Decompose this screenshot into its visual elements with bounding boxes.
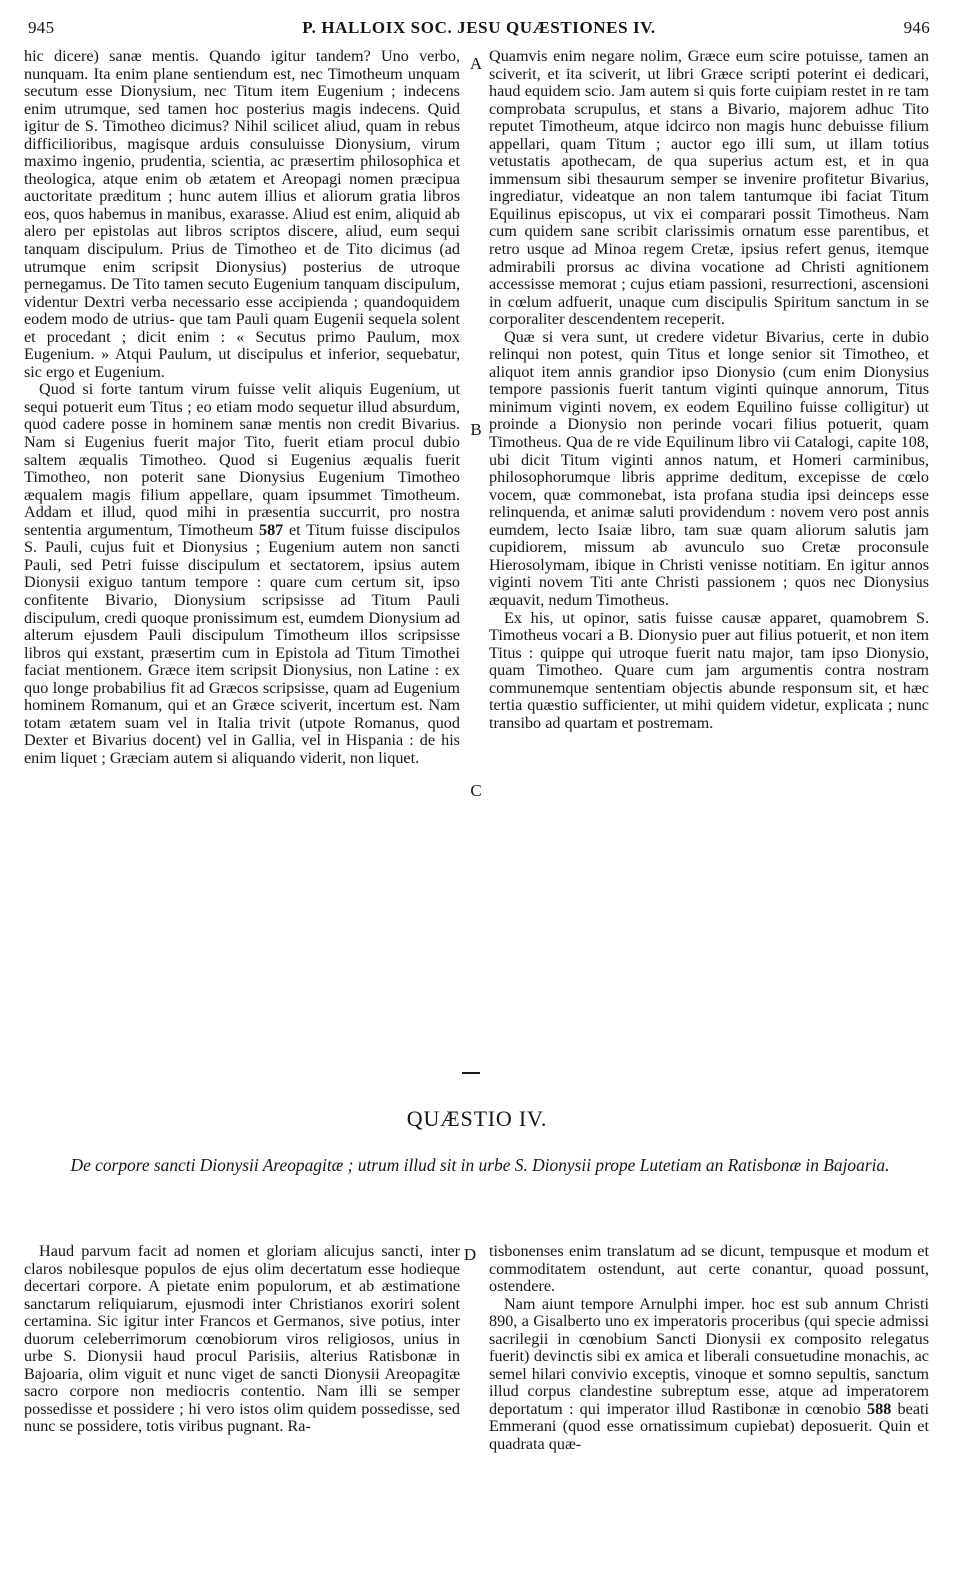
paragraph: Quæ si vera sunt, ut credere videtur Bivarius, certe in dubio relinqui non potest, quin Titus et longe senior sit Timotheo, et aliquot item annis grandior ipso Dionysio (cum enim Dionysius tempore passionis fuerit tantum viginti quinque annorum, Titus minimum viginti novem, ex eodem Equilino fuisse colligitur) ut proinde a Dionysio non perinde vocari filius potuerit, quam Timotheus. Qua de re vide Equilinum libro vii Catalogi, capite 108, ubi dicit Titum viginti annos natum, et Homeri carminibus, philosophorumque libris apprime deditum, excepisse de cœlo vocem, quæ commonebat, ista profana studia ipsi deinceps esse relinquenda, et animæ saluti providendum : novem vero post annis eumdem, lecto Isaiæ libro, tam suæ quam aliorum salutis jam cupidiorem, missum ab avunculo suo Cretæ proconsule Hierosolymam, ibique in Christi venisse notitiam. En igitur annos viginti novem Titi ante Christi passionem ; quos nec Dionysius æquavit, nedum Timotheus. — [489, 327, 929, 609]
margin-marker-b: B — [470, 420, 482, 439]
paragraph — [489, 1296, 929, 1454]
column-top-right — [489, 48, 929, 732]
paragraph-text: Nam aiunt tempore Arnulphi imper. hoc est sub annum Christi 890, a Gisalberto uno ex imperatoris proceribus (qui specie admissi sacrilegii in cœnobium Sancti Dionysii ex composito relegatus fuerit) devinctis sibi ex amica et liberali consuetudine monachis, ac semel hilari convivio exceptis, vinoque et somno sepultis, sanctum illud corpus clandestine subreptum esse, atque ad imperatorem deportatum : qui imperator illud Rastibonæ in cœnobio — [489, 1294, 929, 1418]
margin-marker-a: A — [469, 54, 483, 73]
column-top-left — [24, 48, 460, 767]
section-subtitle: De corpore sancti Dionysii Areopagitæ ; utrum illud sit in urbe S. Dionysii prope Lutetiam an Ratisbonæ in Bajoaria. — [70, 1155, 890, 1175]
running-title: P. HALLOIX SOC. JESU QUÆSTIONES IV. — [302, 18, 656, 37]
paragraph-text: beati Emmerani (quod esse ornatissimum cupiebat) deposuerit. Quin et quadrata quæ- — [489, 1399, 930, 1454]
paragraph — [24, 381, 460, 767]
margin-marker-c: C — [470, 781, 482, 800]
page-header — [28, 18, 930, 44]
section-title: QUÆSTIO IV. — [406, 1106, 548, 1131]
paragraph: tisbonenses enim translatum ad se dicunt, tempusque et modum et commoditatem ostendunt, aut certe conantur, quoad possunt, ostendere. — [489, 1242, 929, 1296]
paragraph: Haud parvum facit ad nomen et gloriam alicujus sancti, inter claros nobilesque populos de ejus olim decertatum esse hodieque decertari corpore. A pietate enim populorum, et ab æstimatione sanctarum reliquiarum, ejusmodi inter Christianos exoriri solent certamina. Sic igitur inter Francos et Germanos, sive potius, inter duorum celeberrimorum cœnobiorum viros religiosos, unius in urbe S. Dionysii haud procul Parisiis, alterius Ratisbonæ in Bajoaria, olim viguit et nunc viget de sancti Dionysii Areopagitæ sacro corpore non mediocris contentio. Nam illi se semper possedisse et possidere ; hi vero istos olim quidem possedisse, sed nunc se possidere, totis viribus pugnant. Ra- — [24, 1242, 460, 1436]
column-bottom-left — [24, 1243, 460, 1436]
paragraph: hic dicere) sanæ mentis. Quando igitur tandem? Uno verbo, nunquam. Ita enim plane sentiendum est, nec Timotheum unquam secutum esse Dionysium, nec Titum item Eugenium ; indecens enim utrumque, sed tamen hoc posterius magis indecens. Quid igitur de S. Timotheo dicimus? Nihil scilicet aliud, quam in rebus difficilioribus, magisque arduis consuluisse Dionysium, virum maximo ingenio, prudentia, scientia, ac præsertim philosophica et theologica, atque enim ob ætatem et Areopagi nomen præcipua auctoritate præditum ; hunc autem illius et aliorum gratia libros eos, quos habemus in manibus, exarasse. Aliud est enim, aliquid ab alero per epistolas aut libros scriptos discere, aliud, eum sequi tanquam discipulum. Prius de Timotheo et de Tito dicimus (ad utrumque enim scripsit Dionysius) posterius de utroque pernegamus. De Tito tamen secuto Eugenium tanquam discipulum, videntur Dextri verba necessario esse accipienda ; quandoquidem eodem modo de utrius- que tam Pauli quam Eugenii sequela solent et procedant ; dicit enim : « Secutus primo Paulum, mox Eugenium. » Atqui Paulum, ut discipulus et inferior, sequebatur, sic ergo et Eugenium. — [24, 47, 460, 381]
paragraph: Ex his, ut opinor, satis fuisse causæ apparet, quamobrem S. Timotheus vocari a B. Dionysio puer aut filius potuerit, et non item Titus : quippe qui utroque fuerit natu major, tam ipso Dionysio, quam Timotheo. Quare cum jam argumentis contra nostram communemque sententiam objectis abunde responsum sit, et hæc tertia quæstio sufficienter, ut mihi quidem videtur, explicata ; nunc transibo ad quartam et postremam. — [489, 608, 929, 732]
page-number-left: 945 — [28, 18, 55, 37]
paragraph-text: Quod si forte tantum virum fuisse velit aliquis Eugenium, ut sequi potuerit eum Titus ; eo etiam modo sequetur illud absurdum, quod cadere posse in hominem sanæ mentis non credit Bivarius. Nam si Eugenius fuerit major Tito, fuerit etiam procul dubio saltem æqualis Timotheo. Quod si Eugenius æqualis fuerit Timotheo, non poterit sane Dionysius Eugenium Timotheo æqualem magis filium appellare, quam ipsummet Timotheum. Addam et illud, quod mihi in præsentia succurrit, pro nostra sententia argumentum, Timotheum — [24, 380, 460, 539]
page-number-right: 946 — [903, 18, 930, 37]
section-divider — [462, 1072, 480, 1074]
column-bottom-right — [489, 1243, 929, 1454]
inline-page-number: 587 — [258, 520, 284, 539]
paragraph: Quamvis enim negare nolim, Græce eum scire potuisse, tamen an sciverit, et ita sciverit, ut libri Græce scripti poterint ei dedicari, haud equidem scio. Jam autem si quis forte cuipiam restet in re tam comprobata scrupulus, et stans a Bivario, majorem adhuc Tito reputet Timotheum, atque idcirco non magis hunc debuisse filium appellari, quam Titum ; auctor ego illi sum, ut illam totius vetustatis apothecam, de qua superius actum est, et in qua immensum sibi thesaurum semper se invenire profitetur Bivarius, ingrediatur, videatque an non talem tantumque ibi faciat Titum Equilinus episcopus, ut vix ei comparari possit Timotheus. Nam cum quidem sane scribit clarissimis ornatum esse parentibus, et retro usque ad Minoa regem Cretæ, ipsius refert genus, itemque admirabili prorsus ac divina vocatione ad Christi agnitionem accessisse memorat ; cujus etiam passioni, resurrectioni, ascensioni in cœlum adfuerit, unaque cum discipulis Spiritum sanctum in se corporaliter descendentem receperit. — [489, 47, 929, 329]
inline-page-number: 588 — [867, 1399, 892, 1418]
margin-marker-d: D — [463, 1245, 477, 1264]
paragraph-text: et Titum fuisse discipulos S. Pauli, cujus fuit et Dionysius ; Eugenium autem non sancti Pauli, sed Petri fuisse discipulum et sectatorem, ipsius autem Dionysii exiguo tantum tempore : quare cum certum sit, ipso confitente Bivario, Dionysium scripsisse ad Titum Pauli discipulum, credi quoque pronissimum est, eumdem Dionysium ad alterum ejusdem Pauli discipulum Timotheum illos scripsisse libros qui exstant, præsertim cum in Epistola ad Titum Timothei faciat mentionem. Græce item scripsit Dionysius, non Latine : ex quo longe probabilius fit ad Græcos scripsisse, quam ad Eugenium hominem Romanum, qui et an Græce sciverit, incertum est. Nam totam ætatem suam vel in Italia trivit (utpote Romanus, quod Dexter et Bivarius docent) vel in Gallia, vel in Hispania : de his enim liquet ; Græciam autem si aliquando viderit, non liquet. — [24, 520, 461, 767]
